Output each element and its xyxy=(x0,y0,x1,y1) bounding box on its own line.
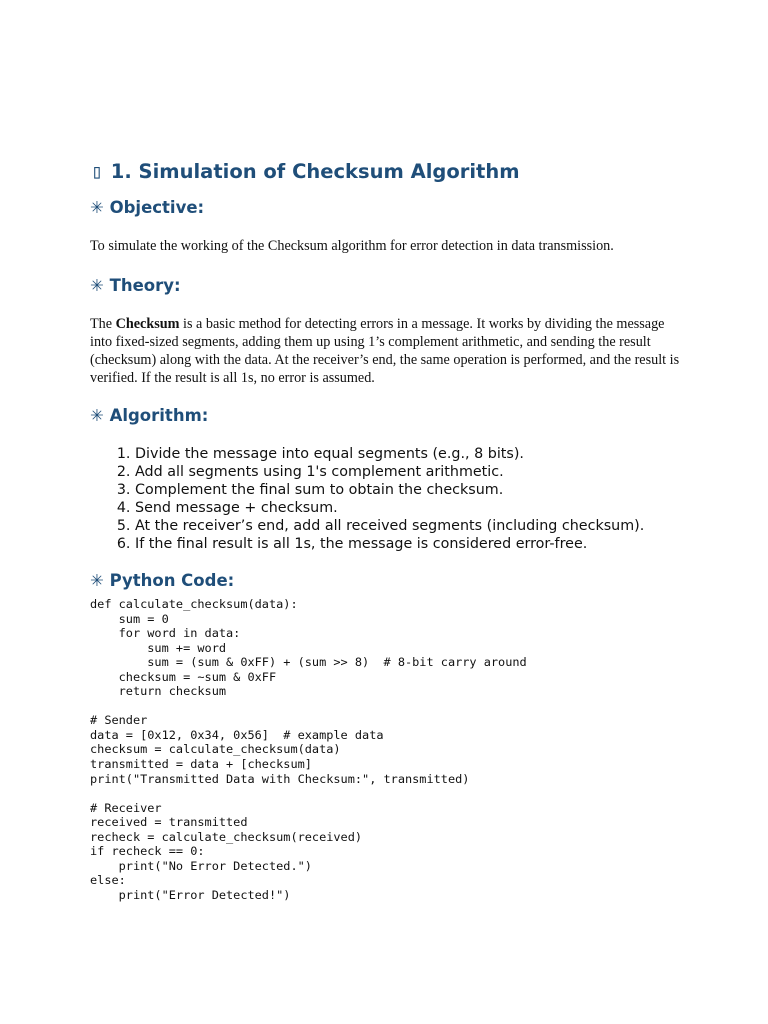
theory-text-start: The xyxy=(90,316,116,332)
python-code-block: def calculate_checksum(data): sum = 0 for word in data: sum += word sum = (sum & 0xFF) + (sum >> 8) # 8-bit carry around checksum = ~sum & 0xFF return checksum # Sender data = [0x12, 0x34, 0x56] # example data checksum = calculate_checksum(data) transmitted = data + [checksum] print("Transmitted Data with Checksum:", transmitted) # Receiver received = transmitted recheck = calculate_checksum(received) if recheck == 0: print("No Error Detected.") else: print("Error Detected!") xyxy=(90,597,527,902)
algorithm-step: 4. Send message + checksum. xyxy=(135,499,690,517)
theory-text xyxy=(90,315,690,387)
placeholder-box-icon: ▯ xyxy=(91,160,103,183)
algorithm-step: 1. Divide the message into equal segments (e.g., 8 bits). xyxy=(135,445,690,463)
theory-text-rest: is a basic method for detecting errors in a message. It works by dividing the message into fixed-sized segments, adding them up using 1’s complement arithmetic, and sending the result (checksum) along with the data. At the receiver’s end, the same operation is performed, and the result is verified. If the result is all 1s, no error is assumed. xyxy=(90,316,680,386)
objective-text: To simulate the working of the Checksum algorithm for error detection in data transmission. xyxy=(90,238,614,254)
theory-checksum-term: Checksum xyxy=(115,316,180,332)
algorithm-step: 5. At the receiver’s end, add all received segments (including checksum). xyxy=(135,517,690,535)
algorithm-heading: ✳ Algorithm: xyxy=(90,406,209,425)
algorithm-step: 3. Complement the final sum to obtain the checksum. xyxy=(135,481,690,499)
page-title-text: 1. Simulation of Checksum Algorithm xyxy=(110,160,520,183)
theory-heading: ✳ Theory: xyxy=(90,276,181,295)
algorithm-steps-list xyxy=(90,445,690,553)
page-title xyxy=(90,158,690,186)
algorithm-step: 2. Add all segments using 1's complement arithmetic. xyxy=(135,463,690,481)
objective-heading: ✳ Objective: xyxy=(90,198,205,217)
algorithm-step: 6. If the final result is all 1s, the message is considered error-free. xyxy=(135,535,690,553)
document-page xyxy=(90,158,690,902)
python-code-heading: ✳ Python Code: xyxy=(90,571,235,590)
